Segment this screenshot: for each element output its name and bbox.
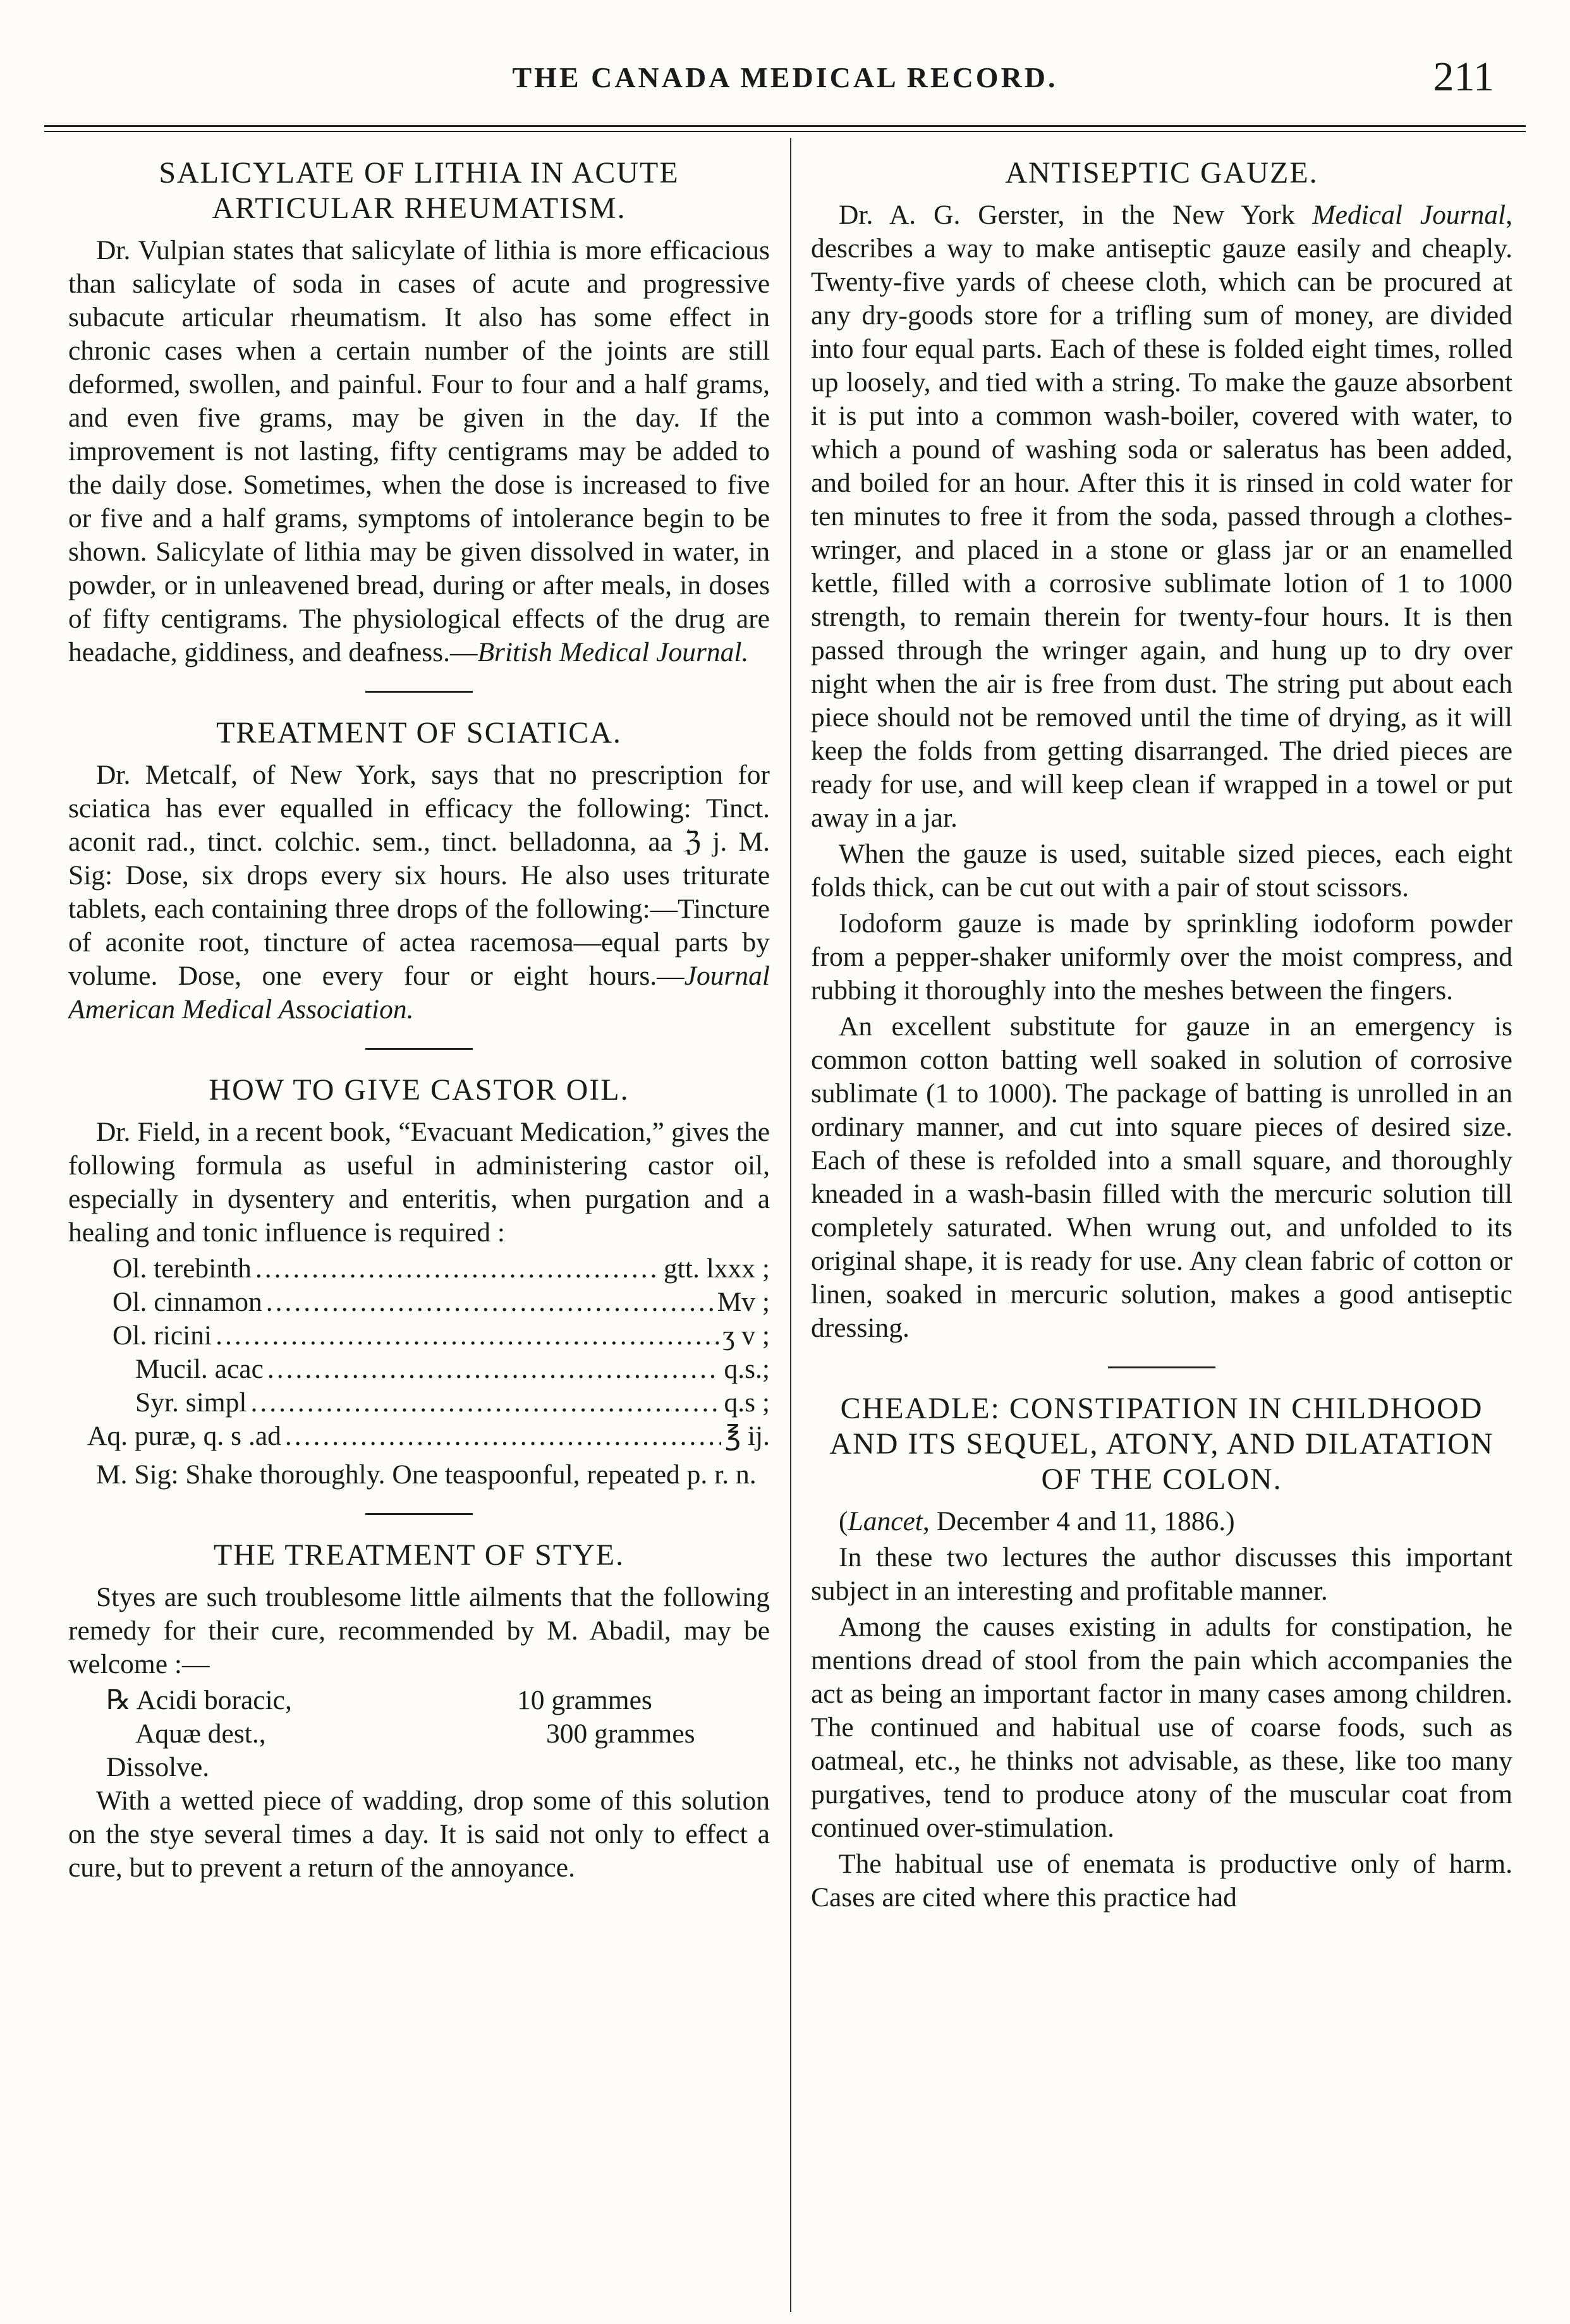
formula-line: Ol. cinnamon ..... Mv ;	[113, 1286, 770, 1319]
article-body: Iodoform gauze is made by sprinkling iodoform powder from a pepper-shaker uniformly over the moist compress, and rubbing it thoroughly into the meshes between the fingers.	[811, 908, 1512, 1006]
article-title: HOW TO GIVE CASTOR OIL.	[209, 1073, 630, 1107]
article-stye	[68, 1538, 770, 1885]
article-title: SALICYLATE OF LITHIA IN ACUTE ARTICULAR RHEUMATISM.	[159, 156, 679, 225]
header-rule	[44, 125, 1526, 132]
source-citation: Journal American Medical Association.	[68, 961, 770, 1025]
citation: (Lancet, December 4 and 11, 1886.)	[839, 1506, 1235, 1536]
article-body: Dr. Field, in a recent book, “Evacuant Medication,” gives the following formula as useful in administering castor oil, especially in dysentery and enteritis, when purgation and a healing and tonic influence is required :	[68, 1117, 770, 1248]
formula-line: Aq. puræ, q. s .ad ..... ℥ ij.	[87, 1420, 770, 1453]
article-body: Dr. A. G. Gerster, in the New York Medical Journal, describes a way to make antiseptic gauze easily and cheaply. Twenty-five yards of cheese cloth, which can be procured at any dry-goods store for a trifling sum of money, are divided into four equal parts. Each of these is folded eight times, rolled up loosely, and tied with a string. To make the gauze absorbent it is put into a common wash-boiler, covered with water, to which a pound of washing soda or saleratus has been added, and boiled for an hour. After this it is rinsed in cold water for ten minutes to free it from the soda, passed through a clothes-wringer, and placed in a stone or glass jar or an enamelled kettle, filled with a corrosive sublimate lotion of 1 to 1000 strength, to remain therein for twenty-four hours. It is then passed through the wringer again, and hung up to dry over night when the air is free from dust. The string put about each piece should not be removed until the time of drying, as it will keep the folds from getting disarranged. The dried pieces are ready for use, and will keep clean if wrapped in a towel or put away in a jar.	[811, 200, 1512, 833]
article-title: ANTISEPTIC GAUZE.	[1005, 156, 1318, 190]
formula-line: Ol. terebinth ..... gtt. lxxx ;	[113, 1252, 770, 1286]
right-column	[811, 147, 1512, 2308]
article-title: TREATMENT OF SCIATICA.	[216, 716, 622, 750]
article-lithia	[68, 155, 770, 669]
article-antiseptic-gauze	[811, 155, 1512, 1345]
article-body	[68, 234, 770, 669]
article-title: THE TREATMENT OF STYE.	[213, 1538, 625, 1572]
article-body: Styes are such troublesome little ailments that the following remedy for their cure, recommended by M. Abadil, may be welcome :—	[68, 1582, 770, 1679]
section-separator	[1108, 1366, 1215, 1368]
section-separator	[365, 691, 473, 693]
running-head	[57, 53, 1513, 110]
article-cheadle-constipation	[811, 1391, 1512, 1914]
journal-name: Lancet	[848, 1506, 923, 1536]
article-body	[68, 758, 770, 1026]
body-text: Dr. Metcalf, of New York, says that no prescription for sciatica has ever equalled in efficacy the following: Tinct. aconit rad., tinct. colchic. sem., tinct. belladonna, aa ℨ j. M. Sig: Dose, six drops every six hours. He also uses triturate tablets, each containing three drops of the following:—Tincture of aconite root, tincture of actea racemosa—equal parts by volume. Dose, one every four or eight hours.—	[68, 760, 770, 991]
left-column	[68, 147, 770, 2308]
article-body: An excellent substitute for gauze in an emergency is common cotton batting well soaked in solution of corrosive sublimate (1 to 1000). The package of batting is unrolled in an ordinary manner, and cut into square pieces of desired size. Each of these is refolded into a small square, and thoroughly kneaded in a wash-basin filled with the mercuric solution till completely saturated. When wrung out, and unfolded to its original shape, it is ready for use. Any clean fabric of cotton or linen, soaked in mercuric solution, makes a good antiseptic dressing.	[811, 1011, 1512, 1343]
signa-text: M. Sig: Shake thoroughly. One teaspoonful, repeated p. r. n.	[96, 1459, 757, 1490]
page-number: 211	[1433, 54, 1494, 100]
column-divider	[790, 138, 791, 2312]
formula-list	[87, 1252, 770, 1453]
journal-name: Medical Journal	[1312, 200, 1506, 230]
article-body: The habitual use of enemata is productive only of harm. Cases are cited where this practice had	[811, 1849, 1512, 1913]
formula-line: Syr. simpl ..... q.s ;	[113, 1386, 770, 1420]
article-title: CHEADLE: CONSTIPATION IN CHILDHOOD AND ITS SEQUEL, ATONY, AND DILATATION OF THE COLON.	[829, 1392, 1494, 1496]
article-sciatica	[68, 715, 770, 1026]
article-castor-oil	[68, 1073, 770, 1492]
body-text: Dr. Vulpian states that salicylate of lithia is more efficacious than salicylate of soda in cases of acute and progressive subacute articular rheumatism. It also has some effect in chronic cases when a certain number of the joints are still deformed, swollen, and painful. Four to four and a half grams, and even five grams, may be given in the day. If the improvement is not lasting, fifty centigrams may be added to the daily dose. Sometimes, when the dose is increased to five or five and a half grams, symptoms of intolerance begin to be shown. Salicylate of lithia may be given dissolved in water, in powder, or in unleavened bread, during or after meals, in doses of fifty centigrams. The physiological effects of the drug are headache, giddiness, and deafness.—	[68, 235, 770, 667]
article-body: With a wetted piece of wadding, drop some of this solution on the stye several times a day. It is said not only to effect a cure, but to prevent a return of the annoyance.	[68, 1786, 770, 1883]
formula-line: Mucil. acac ..... q.s.;	[113, 1353, 770, 1386]
article-body: Among the causes existing in adults for constipation, he mentions dread of stool from the pain which accompanies the act as being an important factor in many cases among children. The continued and habitual use of coarse foods, such as oatmeal, etc., he thinks not advisable, as these, like too many purgatives, tend to produce atony of the muscular coat from continued over-stimulation.	[811, 1612, 1512, 1843]
prescription-line: Aquæ dest., 300 grammes	[135, 1719, 695, 1749]
journal-title: THE CANADA MEDICAL RECORD.	[512, 61, 1058, 94]
section-separator	[365, 1048, 473, 1050]
prescription-line: ℞ Acidi boracic, 10 grammes	[106, 1685, 652, 1715]
source-citation: British Medical Journal.	[477, 637, 749, 667]
section-separator	[365, 1513, 473, 1515]
article-body: In these two lectures the author discusses this important subject in an interesting and profitable manner.	[811, 1542, 1512, 1606]
dissolve-instruction: Dissolve.	[106, 1752, 210, 1782]
formula-line: Ol. ricini ..... ʒ v ;	[113, 1319, 770, 1353]
article-body: When the gauze is used, suitable sized pieces, each eight folds thick, can be cut out with a pair of stout scissors.	[811, 839, 1512, 903]
